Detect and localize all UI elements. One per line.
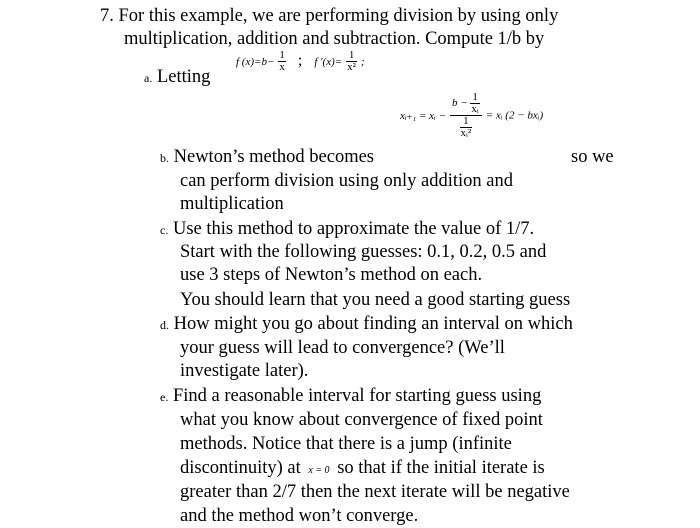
- part-e-line-5: greater than 2/7 then the next iterate will be negative: [180, 482, 570, 502]
- part-e-marker: e.: [160, 390, 169, 404]
- part-e-line-4-pre: discontinuity) at: [180, 458, 301, 478]
- newton-lhs: xᵢ₊₁ = xᵢ −: [400, 110, 446, 122]
- part-b-text: Newton’s method becomes: [173, 147, 374, 167]
- part-d-line-3: investigate later).: [180, 361, 309, 381]
- part-a-marker: a.: [144, 71, 153, 85]
- fprime-definition-fraction: [346, 50, 357, 73]
- part-b-marker: b.: [160, 151, 169, 165]
- part-c-marker: c.: [160, 223, 169, 237]
- part-a-text: Letting: [156, 67, 211, 87]
- newton-denominator-fraction: [460, 116, 473, 139]
- newton-rhs: = xᵢ (2 − bxᵢ): [485, 109, 544, 122]
- newton-numerator-b: b −: [451, 97, 468, 109]
- part-b-line-3: multiplication: [180, 194, 284, 214]
- part-c-text: Use this method to approximate the value of 1/7.: [172, 219, 535, 239]
- newton-denominator: [450, 116, 482, 139]
- part-c-line-4: You should learn that you need a good starting guess: [180, 290, 571, 310]
- problem-header: [100, 5, 558, 27]
- part-e-line-4-post: so that if the initial iterate is: [337, 458, 545, 478]
- part-b-line-1-tail: so we: [571, 147, 614, 167]
- part-b-line-1: [160, 146, 374, 169]
- intro-line-2: multiplication, addition and subtraction. Compute 1/b by: [124, 29, 545, 49]
- f-fraction-denominator: x: [279, 61, 285, 73]
- part-c-line-2: Start with the following guesses: 0.1, 0.2, 0.5 and: [180, 242, 547, 262]
- newton-denominator-numerator: 1: [460, 116, 473, 128]
- newton-inner-numerator: 1: [472, 91, 478, 103]
- part-e-line-1: [160, 385, 541, 408]
- f-fraction-numerator: 1: [279, 49, 285, 61]
- part-e-line-3: methods. Notice that there is a jump (infinite: [180, 434, 512, 454]
- part-e-line-4: [180, 457, 545, 482]
- f-definition-fraction: [278, 50, 286, 73]
- fprime-end: ;: [360, 56, 365, 69]
- part-d-marker: d.: [160, 318, 169, 332]
- newton-main-fraction: [450, 92, 482, 139]
- part-e-line-6: and the method won’t converge.: [180, 506, 419, 526]
- part-a: [144, 66, 210, 89]
- f-separator: ;: [297, 52, 303, 70]
- part-c-line-3: use 3 steps of Newton’s method on each.: [180, 265, 483, 285]
- part-e-text: Find a reasonable interval for starting guess using: [172, 386, 542, 406]
- problem-number: 7.: [100, 6, 114, 26]
- f-definition-prefix: f (x)=b−: [236, 56, 275, 69]
- part-e-inline-math: x = 0: [308, 465, 330, 476]
- newton-denominator-denominator: xᵢ²: [460, 127, 472, 139]
- fprime-fraction-denominator: x²: [347, 61, 356, 73]
- newton-inner-denominator: xᵢ: [471, 103, 479, 115]
- part-c-line-1: [160, 218, 534, 241]
- part-a-formulas: [236, 50, 365, 73]
- part-d-line-1: [160, 313, 573, 336]
- newton-formula: [400, 92, 543, 139]
- part-d-text: How might you go about finding an interval on which: [173, 314, 573, 334]
- intro-line-1: For this example, we are performing division by using only: [118, 6, 559, 26]
- part-e-line-2: what you know about convergence of fixed point: [180, 410, 543, 430]
- fprime-definition-prefix: f ′(x)=: [314, 56, 343, 69]
- part-d-line-2: your guess will lead to convergence? (We’ll: [180, 338, 505, 358]
- newton-numerator: [450, 92, 482, 116]
- part-b-line-2: can perform division using only addition and: [180, 171, 513, 191]
- fprime-fraction-numerator: 1: [346, 50, 357, 62]
- newton-inner-fraction: [470, 92, 479, 115]
